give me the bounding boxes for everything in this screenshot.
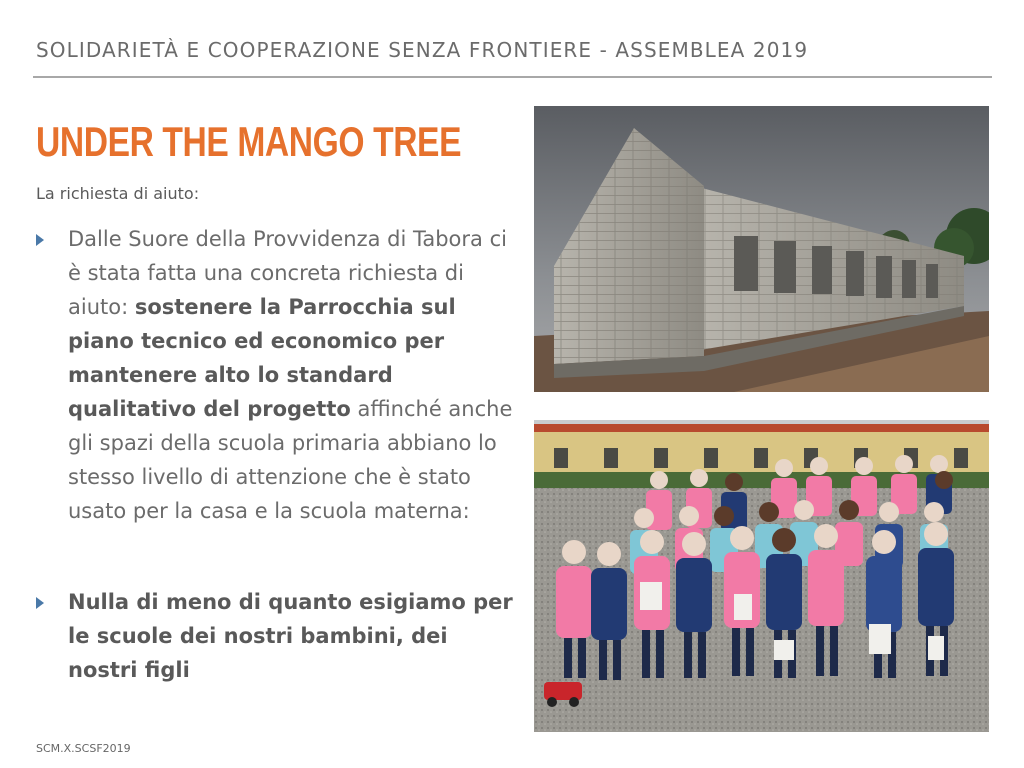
bullet-text: [68, 585, 518, 687]
bullet-text-bold: sostenere la Parrocchia sul piano tecnico ed economico per mantenere alto lo standard qualitativo del progetto: [68, 295, 456, 421]
building-photo: [534, 106, 989, 392]
footer-code: SCM.X.SCSF2019: [36, 742, 131, 755]
bullet-text-part: Dalle Suore della Provvidenza di Tabora ci è stata fatta una concreta richiesta di aiuto:: [68, 227, 507, 319]
bullet-text: [68, 222, 518, 528]
bullet-text-bold: Nulla di meno di quanto esigiamo per le scuole dei nostri bambini, dei nostri figli: [68, 590, 513, 682]
header-divider: [33, 76, 992, 78]
slide-subtitle: La richiesta di aiuto:: [36, 184, 200, 203]
triangle-right-icon: [36, 234, 44, 246]
presentation-header: SOLIDARIETÀ E COOPERAZIONE SENZA FRONTIERE - ASSEMBLEA 2019: [36, 38, 809, 62]
bullet-text-part: affinché anche gli spazi della scuola primaria abbiano lo stesso livello di attenzione che è stato usato per la casa e la scuola materna:: [68, 397, 513, 523]
children-photo: [534, 420, 989, 732]
bullet-item-standard: [36, 585, 518, 687]
slide-title: UNDER THE MANGO TREE: [36, 118, 462, 165]
triangle-right-icon: [36, 597, 44, 609]
bullet-item-request: [36, 222, 518, 528]
